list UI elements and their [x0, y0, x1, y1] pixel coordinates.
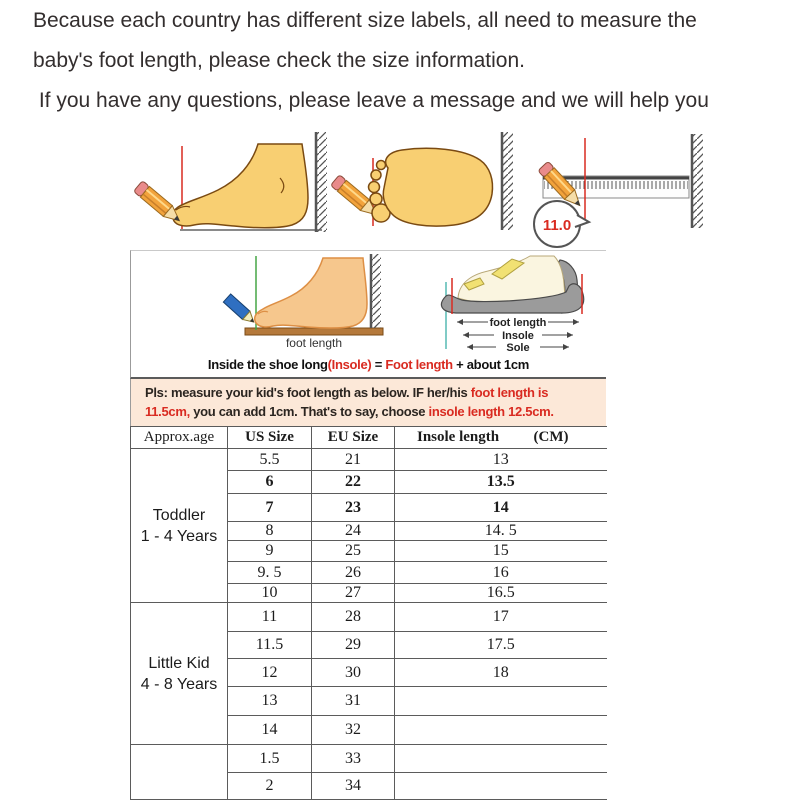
toe-icon [377, 161, 386, 170]
eu-size-cell: 34 [312, 773, 395, 800]
toe-icon [371, 170, 381, 180]
header-us-size: US Size [228, 427, 312, 449]
foot-length-label: foot length [285, 336, 343, 350]
us-size-cell: 14 [228, 716, 312, 745]
eu-size-cell: 32 [312, 716, 395, 745]
intro-line: If you have any questions, please leave a message and we will help you [33, 89, 709, 112]
size-panel [130, 250, 606, 800]
measuring-illustrations [130, 118, 710, 255]
us-size-cell: 2 [228, 773, 312, 800]
sole-label: Sole [506, 342, 530, 353]
insole-length-cell: 17.5 [395, 632, 607, 659]
foot-side-measure-illustration [134, 132, 327, 232]
insole-length-cell [395, 773, 607, 800]
formula-text: Inside the shoe long [207, 357, 328, 372]
shoe-foot-length-label: foot length [489, 317, 547, 329]
toe-icon [370, 193, 382, 205]
eu-size-cell: 26 [312, 562, 395, 584]
insole-length-cell: 14. 5 [395, 522, 607, 541]
foot-side-icon [255, 258, 367, 328]
formula-insole: (Insole) [327, 357, 372, 372]
eu-size-cell: 25 [312, 541, 395, 562]
eu-size-cell: 29 [312, 632, 395, 659]
insole-length-cell: 15 [395, 541, 607, 562]
insole-length-cell: 18 [395, 659, 607, 687]
eu-size-cell: 33 [312, 745, 395, 773]
eu-size-cell: 31 [312, 687, 395, 716]
header-eu-size: EU Size [312, 427, 395, 449]
foot-sole-icon [383, 148, 492, 226]
ground-board [245, 328, 383, 335]
insole-length-cell: 16.5 [395, 584, 607, 603]
foot-side-icon [172, 144, 308, 228]
ruler-measure-illustration [534, 134, 703, 247]
age-group-toddler: Toddler 1 - 4 Years [131, 449, 228, 603]
us-size-cell: 5.5 [228, 449, 312, 471]
toe-icon [369, 182, 380, 193]
eu-size-cell: 30 [312, 659, 395, 687]
us-size-cell: 7 [228, 494, 312, 522]
blue-pencil-icon [223, 294, 257, 327]
measuring-illustrations-svg [130, 118, 710, 250]
wall-hatch [372, 254, 381, 328]
insole-length-cell: 16 [395, 562, 607, 584]
age-group-empty [131, 745, 228, 800]
eu-size-cell: 24 [312, 522, 395, 541]
eu-size-cell: 28 [312, 603, 395, 632]
insole-length-cell [395, 745, 607, 773]
us-size-cell: 6 [228, 471, 312, 494]
insole-length-cell [395, 716, 607, 745]
header-approx-age: Approx.age [131, 427, 228, 449]
note-line: 11.5cm, you can add 1cm. That's to say, choose insole length 12.5cm. [145, 404, 554, 419]
eu-size-cell: 27 [312, 584, 395, 603]
measured-value: 11.0 [542, 217, 572, 234]
eu-size-cell: 23 [312, 494, 395, 522]
eu-size-cell: 21 [312, 449, 395, 471]
foot-measure-diagram [219, 252, 387, 352]
wall-hatch [317, 132, 327, 232]
table-header-row [131, 427, 607, 449]
us-size-cell: 13 [228, 687, 312, 716]
note-line: Pls: measure your kid's foot length as below. IF her/his foot length is [145, 385, 549, 400]
eu-size-cell: 22 [312, 471, 395, 494]
us-size-cell: 9 [228, 541, 312, 562]
insole-length-cell [395, 687, 607, 716]
intro-line: baby's foot length, please check the size information. [33, 49, 525, 72]
insole-label: Insole [502, 330, 534, 342]
foot-sole-measure-illustration [331, 132, 513, 230]
pencil-icon [134, 181, 185, 227]
formula-row: Inside the shoe long(Insole) = Foot length + about 1cm [130, 353, 606, 379]
us-size-cell: 10 [228, 584, 312, 603]
bubble-pointer [575, 215, 589, 227]
wall-hatch [693, 134, 703, 228]
us-size-cell: 11.5 [228, 632, 312, 659]
table-row [131, 449, 607, 471]
size-table [130, 426, 607, 800]
insole-length-cell: 13.5 [395, 471, 607, 494]
insole-length-cell: 14 [395, 494, 607, 522]
us-size-cell: 9. 5 [228, 562, 312, 584]
us-size-cell: 12 [228, 659, 312, 687]
insole-length-cell: 13 [395, 449, 607, 471]
us-size-cell: 1.5 [228, 745, 312, 773]
wall-hatch [503, 132, 513, 230]
us-size-cell: 11 [228, 603, 312, 632]
age-group-little-kid: Little Kid 4 - 8 Years [131, 603, 228, 745]
header-insole-length: Insole length (CM) [395, 427, 607, 449]
table-row [131, 745, 607, 773]
insole-length-cell: 17 [395, 603, 607, 632]
shoe-insole-diagram [436, 252, 601, 353]
table-row [131, 603, 607, 632]
us-size-cell: 8 [228, 522, 312, 541]
intro-line: Because each country has different size labels, all need to measure the [33, 9, 697, 32]
diagram-row [130, 250, 606, 353]
note-box [130, 379, 606, 426]
formula-foot-length: Foot length [385, 357, 453, 372]
intro-text [33, 1, 709, 121]
